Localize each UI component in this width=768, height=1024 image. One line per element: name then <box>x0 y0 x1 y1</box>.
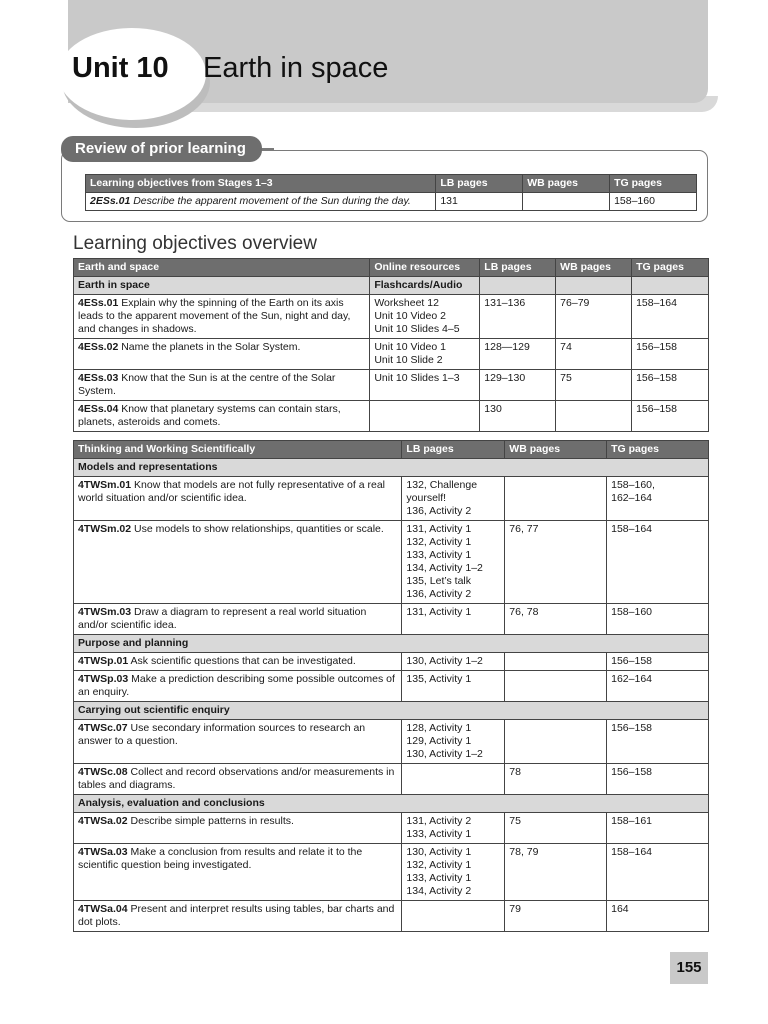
tws-group-row <box>74 795 709 813</box>
review-header-tg: TG pages <box>610 175 697 193</box>
objective-code: 4ESs.04 <box>78 403 119 415</box>
tg-cell-line: 158–161 <box>611 815 653 827</box>
lb-cell-line: 132, Activity 1 <box>406 536 472 548</box>
review-lb: 131 <box>436 193 523 211</box>
objective-text: Make a conclusion from results and relate it to the scientific question being investigated. <box>78 846 363 871</box>
objective-text: Ask scientific questions that can be investigated. <box>128 655 356 667</box>
overview-header-lb: LB pages <box>480 259 556 277</box>
lb-cell <box>402 901 505 932</box>
wb-cell-line: 78 <box>509 766 521 778</box>
resources-cell <box>370 339 480 370</box>
wb-cell: 74 <box>556 339 632 370</box>
overview-header-topic: Earth and space <box>74 259 370 277</box>
tws-header-topic: Thinking and Working Scientifically <box>74 441 402 459</box>
tg-cell <box>607 477 709 521</box>
tws-row <box>74 720 709 764</box>
tg-cell: 156–158 <box>632 401 709 432</box>
tg-cell: 156–158 <box>632 370 709 401</box>
page-title: Earth in space <box>203 52 389 84</box>
objective-code: 4TWSm.03 <box>78 606 132 618</box>
tg-cell-line: 162–164 <box>611 492 653 504</box>
wb-cell <box>505 671 607 702</box>
lb-cell-line: 128, Activity 1 <box>406 722 472 734</box>
overview-row <box>74 295 709 339</box>
wb-cell-line: 76, 78 <box>509 606 539 618</box>
tws-header-tg: TG pages <box>607 441 709 459</box>
lb-cell: 128—129 <box>480 339 556 370</box>
lb-cell-line: 133, Activity 1 <box>406 828 472 840</box>
group-label: Earth in space <box>74 277 370 295</box>
objective-cell <box>74 295 370 339</box>
tg-cell-line: 164 <box>611 903 629 915</box>
objective-cell <box>74 339 370 370</box>
resources-cell-line: Unit 10 Video 2 <box>374 310 446 322</box>
tg-cell-line: 158–160 <box>611 606 653 618</box>
lb-cell-line: 129, Activity 1 <box>406 735 472 747</box>
overview-table <box>73 258 709 432</box>
resources-cell-line: Unit 10 Slides 4–5 <box>374 323 460 335</box>
lb-cell <box>402 844 505 901</box>
group-label: Analysis, evaluation and conclusions <box>74 795 709 813</box>
objective-code: 4TWSp.03 <box>78 673 129 685</box>
objective-code: 4ESs.01 <box>78 297 119 309</box>
objective-text: Know that models are not fully representative of a real world situation and/or scientific idea. <box>78 479 385 504</box>
tg-cell-line: 158–164 <box>611 846 653 858</box>
resources-cell <box>370 370 480 401</box>
lb-cell-line: 130, Activity 1–2 <box>406 655 483 667</box>
wb-cell <box>505 901 607 932</box>
tws-table <box>73 440 709 932</box>
objective-cell <box>74 671 402 702</box>
resources-cell-line: Unit 10 Slide 2 <box>374 354 443 366</box>
lb-cell <box>402 764 505 795</box>
objective-code: 4ESs.03 <box>78 372 119 384</box>
objective-code: 4TWSa.04 <box>78 903 128 915</box>
tg-cell: 156–158 <box>632 339 709 370</box>
lb-cell-line: 133, Activity 1 <box>406 549 472 561</box>
objective-cell <box>74 370 370 401</box>
overview-title: Learning objectives overview <box>73 233 317 254</box>
objective-cell <box>74 604 402 635</box>
wb-cell-line: 76, 77 <box>509 523 539 535</box>
tg-cell-line: 156–158 <box>611 722 653 734</box>
tws-group-row <box>74 702 709 720</box>
unit-label: Unit 10 <box>72 52 169 84</box>
lb-cell-line: 135, Let’s talk <box>406 575 472 587</box>
review-objective <box>86 193 436 211</box>
review-header-lb: LB pages <box>436 175 523 193</box>
lb-cell-line: 132, Activity 1 <box>406 859 472 871</box>
objective-cell <box>74 764 402 795</box>
lb-cell-line: 130, Activity 1–2 <box>406 748 483 760</box>
lb-cell-line: 134, Activity 1–2 <box>406 562 483 574</box>
tws-header-row <box>74 441 709 459</box>
objective-cell <box>74 901 402 932</box>
lb-cell-line: 131, Activity 2 <box>406 815 472 827</box>
wb-cell <box>556 401 632 432</box>
tg-cell <box>607 720 709 764</box>
review-header-objectives: Learning objectives from Stages 1–3 <box>86 175 436 193</box>
review-row <box>86 193 697 211</box>
resources-cell-line: Unit 10 Video 1 <box>374 341 446 353</box>
group-resources: Flashcards/Audio <box>370 277 480 295</box>
wb-cell <box>505 720 607 764</box>
overview-header-wb: WB pages <box>556 259 632 277</box>
lb-cell-line: 135, Activity 1 <box>406 673 472 685</box>
overview-header-resources: Online resources <box>370 259 480 277</box>
objective-cell <box>74 477 402 521</box>
tg-cell <box>607 844 709 901</box>
lb-cell-line: 131, Activity 1 <box>406 523 472 535</box>
group-label: Purpose and planning <box>74 635 709 653</box>
objective-cell <box>74 844 402 901</box>
wb-cell <box>505 521 607 604</box>
tg-cell <box>607 653 709 671</box>
tg-cell-line: 156–158 <box>611 766 653 778</box>
overview-header-row <box>74 259 709 277</box>
tws-group-row <box>74 635 709 653</box>
review-tg: 158–160 <box>610 193 697 211</box>
wb-cell <box>505 844 607 901</box>
group-label: Carrying out scientific enquiry <box>74 702 709 720</box>
tg-cell <box>607 901 709 932</box>
objective-text: Describe the apparent movement of the Sun during the day. <box>130 195 411 207</box>
tws-group-row <box>74 459 709 477</box>
wb-cell-line: 75 <box>509 815 521 827</box>
objective-code: 4TWSa.02 <box>78 815 128 827</box>
group-label: Models and representations <box>74 459 709 477</box>
objective-cell <box>74 521 402 604</box>
page-number: 155 <box>670 952 708 984</box>
lb-cell <box>402 813 505 844</box>
overview-group-row <box>74 277 709 295</box>
lb-cell-line: 132, Challenge <box>406 479 478 491</box>
lb-cell-line: 133, Activity 1 <box>406 872 472 884</box>
tws-row <box>74 671 709 702</box>
review-header-row <box>86 175 697 193</box>
review-wb <box>523 193 610 211</box>
tws-header-wb: WB pages <box>505 441 607 459</box>
review-table <box>85 174 697 211</box>
review-tab: Review of prior learning <box>61 136 262 162</box>
lb-cell: 131–136 <box>480 295 556 339</box>
tws-row <box>74 477 709 521</box>
objective-cell <box>74 813 402 844</box>
tg-cell-line: 158–164 <box>611 523 653 535</box>
tws-row <box>74 813 709 844</box>
lb-cell <box>402 604 505 635</box>
tg-cell <box>607 671 709 702</box>
wb-cell: 76–79 <box>556 295 632 339</box>
objective-code: 4ESs.02 <box>78 341 119 353</box>
lb-cell-line: 131, Activity 1 <box>406 606 472 618</box>
lb-cell <box>402 521 505 604</box>
objective-code: 4TWSp.01 <box>78 655 129 667</box>
tg-cell <box>607 764 709 795</box>
lb-cell: 130 <box>480 401 556 432</box>
resources-cell-line: Worksheet 12 <box>374 297 439 309</box>
resources-cell <box>370 401 480 432</box>
objective-text: Present and interpret results using tables, bar charts and dot plots. <box>78 903 395 928</box>
wb-cell: 75 <box>556 370 632 401</box>
wb-cell-line: 79 <box>509 903 521 915</box>
wb-cell <box>505 477 607 521</box>
objective-code: 4TWSc.08 <box>78 766 128 778</box>
lb-cell-line: yourself! <box>406 492 447 504</box>
overview-row <box>74 370 709 401</box>
objective-text: Describe simple patterns in results. <box>127 815 294 827</box>
review-header-wb: WB pages <box>523 175 610 193</box>
wb-cell-line: 78, 79 <box>509 846 539 858</box>
tws-row <box>74 844 709 901</box>
lb-cell: 129–130 <box>480 370 556 401</box>
lb-cell-line: 136, Activity 2 <box>406 588 472 600</box>
resources-cell <box>370 295 480 339</box>
objective-text: Use models to show relationships, quantities or scale. <box>131 523 384 535</box>
objective-cell <box>74 720 402 764</box>
tws-row <box>74 521 709 604</box>
objective-code: 4TWSc.07 <box>78 722 128 734</box>
wb-cell <box>505 604 607 635</box>
objective-text: Know that planetary systems can contain stars, planets, asteroids and comets. <box>78 403 341 428</box>
overview-header-tg: TG pages <box>632 259 709 277</box>
tws-row <box>74 901 709 932</box>
objective-text: Name the planets in the Solar System. <box>118 341 301 353</box>
resources-cell-line: Unit 10 Slides 1–3 <box>374 372 460 384</box>
tg-cell <box>607 521 709 604</box>
review-tab-connector <box>262 148 274 150</box>
tws-row <box>74 764 709 795</box>
lb-cell <box>402 720 505 764</box>
objective-code: 4TWSm.01 <box>78 479 132 491</box>
overview-row <box>74 401 709 432</box>
lb-cell-line: 134, Activity 2 <box>406 885 472 897</box>
lb-cell-line: 130, Activity 1 <box>406 846 472 858</box>
objective-cell <box>74 653 402 671</box>
objective-code: 4TWSm.02 <box>78 523 132 535</box>
tg-cell <box>607 604 709 635</box>
lb-cell <box>402 653 505 671</box>
objective-text: Use secondary information sources to research an answer to a question. <box>78 722 366 747</box>
objective-code: 4TWSa.03 <box>78 846 128 858</box>
objective-text: Know that the Sun is at the centre of the Solar System. <box>78 372 336 397</box>
tws-header-lb: LB pages <box>402 441 505 459</box>
objective-text: Collect and record observations and/or measurements in tables and diagrams. <box>78 766 395 791</box>
objective-text: Draw a diagram to represent a real world situation and/or scientific idea. <box>78 606 367 631</box>
overview-row <box>74 339 709 370</box>
wb-cell <box>505 653 607 671</box>
tws-row <box>74 604 709 635</box>
lb-cell <box>402 477 505 521</box>
lb-cell-line: 136, Activity 2 <box>406 505 472 517</box>
wb-cell <box>505 813 607 844</box>
tg-cell-line: 162–164 <box>611 673 653 685</box>
tg-cell-line: 158–160, <box>611 479 655 491</box>
objective-text: Make a prediction describing some possible outcomes of an enquiry. <box>78 673 395 698</box>
objective-text: Explain why the spinning of the Earth on its axis leads to the apparent movement of the Sun, night and day, and changes in shadows. <box>78 297 351 335</box>
tg-cell <box>607 813 709 844</box>
objective-code: 2ESs.01 <box>90 195 131 207</box>
tws-row <box>74 653 709 671</box>
wb-cell <box>505 764 607 795</box>
objective-cell <box>74 401 370 432</box>
tg-cell: 158–164 <box>632 295 709 339</box>
lb-cell <box>402 671 505 702</box>
tg-cell-line: 156–158 <box>611 655 653 667</box>
